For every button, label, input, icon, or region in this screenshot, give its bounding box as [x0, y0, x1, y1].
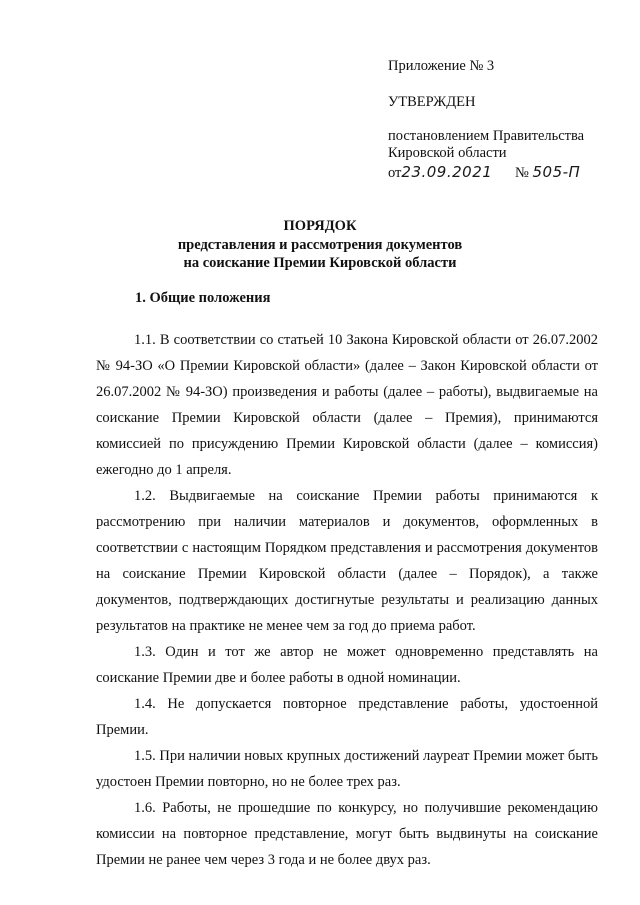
section-body	[96, 327, 598, 873]
section-heading: 1. Общие положения	[135, 290, 271, 306]
paragraph-1-4: 1.4. Не допускается повторное представление работы, удостоенной Премии.	[96, 696, 598, 738]
resolution-line-2: Кировской области	[388, 145, 507, 161]
paragraph-1-6: 1.6. Работы, не прошедшие по конкурсу, но получившие рекомендацию комиссии на повторное представление, могут быть выдвинуты на соискание Премии не ранее чем через 3 года и не более двух раз.	[96, 800, 598, 868]
resolution-line-1: постановлением Правительства	[388, 128, 585, 144]
paragraph-1-5: 1.5. При наличии новых крупных достижений лауреат Премии может быть удостоен Премии повторно, но не более трех раз.	[96, 748, 598, 790]
date-prefix: от	[388, 165, 402, 181]
title-line-2: представления и рассмотрения документов	[177, 237, 463, 253]
appendix-label: Приложение № 3	[388, 58, 495, 74]
title-line-3: на соискание Премии Кировской области	[183, 255, 457, 271]
paragraph-1-2: 1.2. Выдвигаемые на соискание Премии работы принимаются к рассмотрению при наличии материалов и документов, оформленных в соответствии с настоящим Порядком представления и рассмотрения документов на соискание Премии Кировской области (далее – Порядок), а также документов, подтверждающих достигнутые результаты и реализацию данных результатов на практике не менее чем за год до приема работ.	[96, 488, 598, 634]
handwritten-number: 505-П	[532, 163, 581, 181]
title-main: ПОРЯДОК	[283, 218, 357, 234]
resolution-block	[388, 128, 618, 162]
number-prefix: №	[515, 165, 529, 181]
approved-label: УТВЕРЖДЕН	[388, 94, 476, 110]
date-number-line	[388, 162, 618, 183]
paragraph-1-1: 1.1. В соответствии со статьей 10 Закона Кировской области от 26.07.2002 № 94-ЗО «О Премии Кировской области» (далее – Закон Кировской области от 26.07.2002 № 94-ЗО) произведения и работы (далее – работы), выдвигаемые на соискание Премии Кировской области (далее – Премия), принимаются комиссией по присуждению Премии Кировской области (далее – комиссия) ежегодно до 1 апреля.	[96, 332, 598, 478]
document-title	[0, 217, 640, 272]
paragraph-1-3: 1.3. Один и тот же автор не может одновременно представлять на соискание Премии две и более работы в одной номинации.	[96, 644, 598, 686]
handwritten-date: 23.09.2021	[401, 163, 493, 181]
